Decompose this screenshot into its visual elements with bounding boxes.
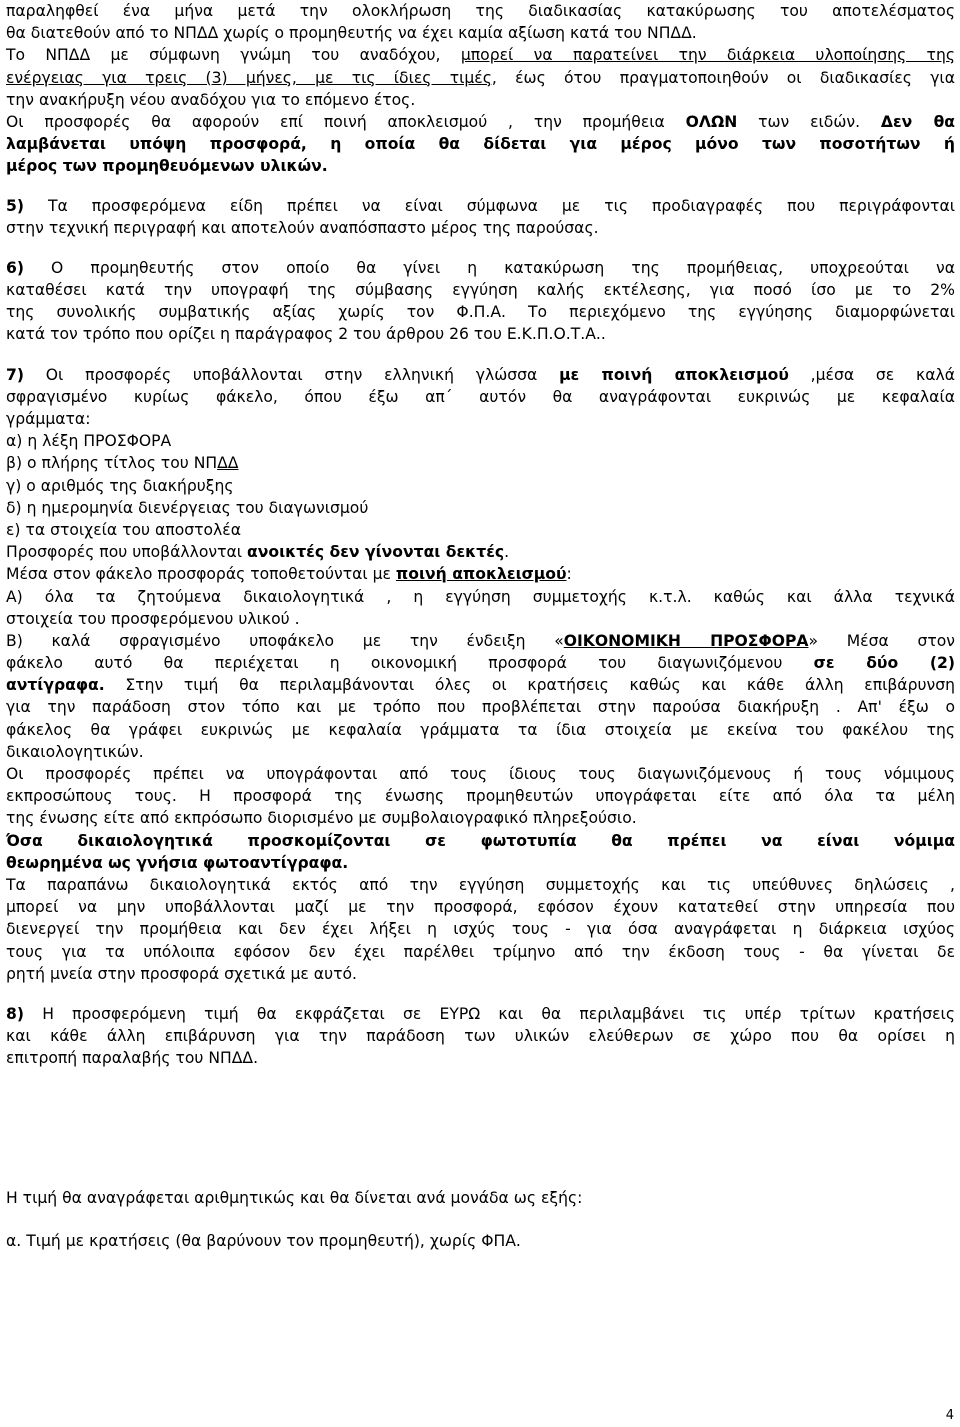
p8-number: 8) (6, 1004, 24, 1023)
p5-line-2: στην τεχνική περιγραφή και αποτελούν αναπόσπαστο μέρος της παρούσας. (6, 218, 599, 237)
p5-line-1: 5) Τα προσφερόμενα είδη πρέπει να είναι σύμφωνα με τις προδιαγραφές που περιγράφονται (6, 196, 955, 215)
item-B-line-2: φάκελο αυτό θα περιέχεται η οικονομική προσφορά του διαγωνιζόμενου σε δύο (2) (6, 654, 955, 673)
p7-line-1: 7) Οι προσφορές υποβάλλονται στην ελληνική γλώσσα με ποινή αποκλεισμού ,μέσα σε καλά (6, 365, 955, 384)
intro-line-5: την ανακήρυξη νέου αναδόχου για το επόμενο έτος. (6, 90, 416, 109)
intro-line-3: Το ΝΠΔΔ με σύμφωνη γνώμη του αναδόχου, μπορεί να παρατείνει την διάρκεια υλοποίησης της (6, 46, 955, 65)
sign-line-2: εκπροσώπους τους. Η προσφορά της ένωσης προμηθευτών υπογράφεται είτε από όλα τα μέλη (6, 787, 955, 806)
intro-line-7: λαμβάνεται υπόψη προσφορά, η οποία θα δίδεται για μέρος μόνο των ποσοτήτων ή (6, 135, 955, 154)
list-item-b: β) ο πλήρης τίτλος του ΝΠΔΔ (6, 454, 239, 473)
paragraph-6 (6, 257, 955, 346)
p7-line-2: σφραγισμένο κυρίως φάκελο, όπου έξω απ΄ αυτόν θα αναγράφονται ευκρινώς με κεφαλαία (6, 387, 955, 406)
intro-paragraph (6, 0, 955, 178)
p6-line-1: 6) Ο προμηθευτής στον οποίο θα γίνει η κατακύρωση της προμήθειας, υποχρεούται να (6, 258, 955, 277)
copies-line-1: Όσα δικαιολογητικά προσκομίζονται σε φωτοτυπία θα πρέπει να είναι νόμιμα (6, 831, 955, 850)
p7-number: 7) (6, 365, 24, 384)
paragraph-5 (6, 195, 955, 239)
docs-line-1: Τα παραπάνω δικαιολογητικά εκτός από την εγγύηση συμμετοχής και τις υπεύθυνες δηλώσεις , (6, 875, 955, 894)
p6-line-3: της συνολικής συμβατικής αξίας χωρίς τον Φ.Π.Α. Το περιεχόμενο της εγγύησης διαμορφώνεται (6, 303, 955, 322)
p6-line-2: καταθέσει κατά την υπογραφή της σύμβασης εγγύηση καλής εκτέλεσης, για ποσό ίσο με το 2% (6, 281, 955, 300)
document-page (6, 0, 955, 1252)
list-item-c: γ) ο αριθμός της διακήρυξης (6, 476, 234, 495)
p6-number: 6) (6, 258, 24, 277)
list-item-d: δ) η ημερομηνία διενέργειας του διαγωνισμού (6, 498, 369, 517)
docs-line-4: τους για τα υπόλοιπα εφόσον δεν έχει παρέλθει τρίμηνο από την έκδοση τους - θα γίνεται δε (6, 942, 955, 961)
docs-line-5: ρητή μνεία στην προσφορά σχετικά με αυτό. (6, 964, 357, 983)
item-B-line-1: Β) καλά σφραγισμένο υποφάκελο με την ένδειξη «ΟΙΚΟΝΟΜΙΚΗ ΠΡΟΣΦΟΡΑ» Μέσα στον (6, 631, 955, 650)
item-A-line-1: Α) όλα τα ζητούμενα δικαιολογητικά , η εγγύηση συμμετοχής κ.τ.λ. καθώς και άλλα τεχνικά (6, 587, 955, 606)
sign-line-1: Οι προσφορές πρέπει να υπογράφονται από τους ίδιους τους διαγωνιζόμενους ή τους νόμιμους (6, 765, 955, 783)
intro-line-4: ενέργειας για τρεις (3) μήνες, με τις ίδιες τιμές, έως ότου πραγματοποιηθούν οι διαδικασίες για (6, 68, 955, 87)
item-A-line-2: στοιχεία του προσφερόμενου υλικού . (6, 609, 300, 628)
intro-line-8: μέρος των προμηθευόμενων υλικών. (6, 157, 328, 176)
paragraph-8 (6, 1003, 955, 1070)
list-item-a: α) η λέξη ΠΡΟΣΦΟΡΑ (6, 432, 172, 451)
p8-line-1: 8) Η προσφερόμενη τιμή θα εκφράζεται σε ΕΥΡΩ και θα περιλαμβάνει τις υπέρ τρίτων κρατήσεις (6, 1004, 955, 1023)
intro-line-6: Οι προσφορές θα αφορούν επί ποινή αποκλεισμού , την προμήθεια ΟΛΩΝ των ειδών. Δεν θα (6, 112, 956, 131)
item-B-line-4: για την παράδοση στον τόπο και με τρόπο που προβλέπεται στην παρούσα διακήρυξη . Απ' έξω ο (6, 698, 955, 717)
price-line-1: Η τιμή θα αναγράφεται αριθμητικώς και θα δίνεται ανά μονάδα ως εξής: (6, 1189, 583, 1208)
page-number: 4 (945, 1408, 954, 1423)
price-section (6, 1187, 955, 1251)
docs-line-2: μπορεί να μην υποβάλλονται μαζί με την προσφορά, εφόσον έχουν κατατεθεί στην υπηρεσία που (6, 898, 955, 917)
item-B-line-3: αντίγραφα. Στην τιμή θα περιλαμβάνονται όλες οι κρατήσεις καθώς και κάθε άλλη επιβάρυνση (6, 676, 955, 695)
price-line-2: α. Τιμή με κρατήσεις (θα βαρύνουν τον προμηθευτή), χωρίς ΦΠΑ. (6, 1231, 521, 1250)
p8-line-2: και κάθε άλλη επιβάρυνση για την παράδοση των υλικών ελεύθερων σε χώρο που θα ορίσει η (6, 1027, 955, 1046)
p5-number: 5) (6, 196, 24, 215)
paragraph-7 (6, 364, 955, 985)
item-B-line-5: φάκελος θα γράφει ευκρινώς με κεφαλαία γράμματα τα ίδια στοιχεία με εκείνα του φακέλου της (6, 720, 955, 739)
copies-line-2: θεωρημένα ως γνήσια φωτοαντίγραφα. (6, 853, 349, 872)
p8-line-3: επιτροπή παραλαβής του ΝΠΔΔ. (6, 1049, 259, 1068)
item-B-line-6: δικαιολογητικών. (6, 742, 144, 761)
sign-line-3: της ένωσης είτε από εκπρόσωπο διορισμένο με συμβολαιογραφικό πληρεξούσιο. (6, 809, 637, 828)
intro-line-2: θα διατεθούν από το ΝΠΔΔ χωρίς ο προμηθευτής να έχει καμία αξίωση κατά του ΝΠΔΔ. (6, 24, 697, 43)
list-item-e: ε) τα στοιχεία του αποστολέα (6, 520, 241, 539)
p7-line-3: γράμματα: (6, 410, 91, 428)
docs-line-3: διενεργεί την προμήθεια και δεν έχει λήξει η ισχύς τους - για όσα αναγράφεται η διάρκεια ισχύος (6, 920, 955, 939)
open-offers-line: Προσφορές που υποβάλλονται ανοικτές δεν γίνονται δεκτές. (6, 543, 510, 562)
envelope-line: Μέσα στον φάκελο προσφοράς τοποθετούνται με ποινή αποκλεισμού: (6, 565, 572, 584)
p6-line-4: κατά τον τρόπο που ορίζει η παράγραφος 2 του άρθρου 26 του Ε.Κ.Π.Ο.Τ.Α.. (6, 325, 606, 344)
intro-line-1: παραληφθεί ένα μήνα μετά την ολοκλήρωση της διαδικασίας κατακύρωσης του αποτελέσματος (6, 2, 955, 20)
